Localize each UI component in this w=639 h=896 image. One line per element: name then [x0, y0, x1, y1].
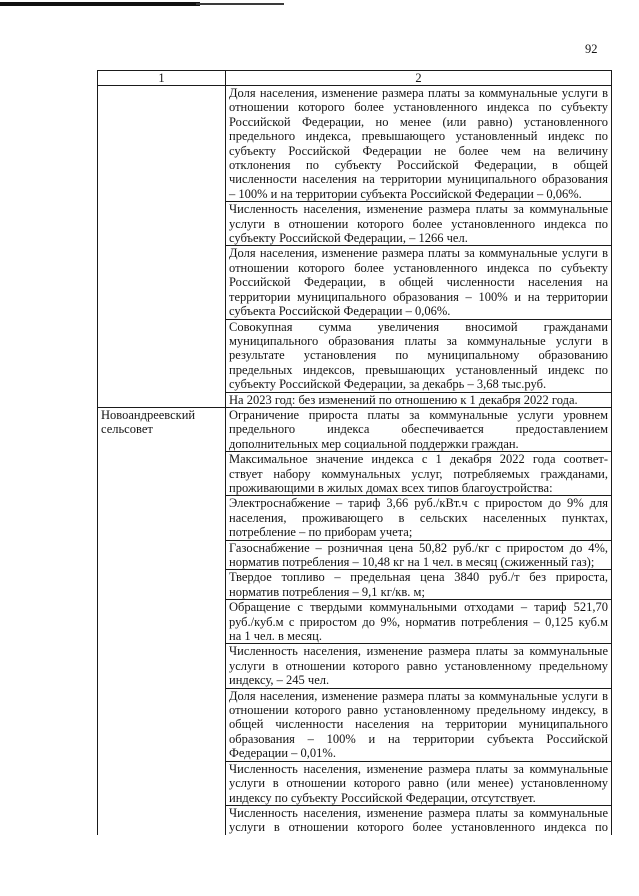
text-line: отношении которого равно установленному предельному индексу, в [229, 703, 608, 718]
indicator-paragraph [226, 245, 611, 318]
text-line: Газоснабжение – розничная цена 50,82 руб./кг с приростом до 4%, [229, 540, 608, 555]
description-cell [226, 408, 611, 835]
text-line: – 100% и на территории субъекта Российской Федерации – 0,06%. [229, 186, 582, 201]
text-line: муниципального образования платы за коммунальные услуги в [229, 333, 608, 348]
text-line: услуги в отношении которого равно (или менее) установленному [229, 776, 608, 791]
text-line: Российской Федерации, в общей численности населения на [229, 275, 608, 290]
indicator-paragraph [226, 392, 611, 407]
text-line: Численность населения, изменение размера платы за коммунальные [229, 644, 608, 659]
text-line: ствует набору коммунальных услуг, потребляемых гражданами, [229, 466, 608, 481]
municipality-cell [98, 408, 226, 835]
text-line: руб./куб.м с приростом до 9%, норматив потребления – 0,125 куб.м [229, 614, 608, 629]
table-row [98, 86, 611, 408]
indicator-paragraph [226, 451, 611, 495]
indicator-paragraph [226, 569, 611, 599]
indicator-paragraph [226, 643, 611, 687]
data-table [97, 70, 612, 835]
page-number: 92 [585, 42, 598, 56]
text-line: потребление – по приборам учета; [229, 525, 413, 540]
text-line: проживающими в жилых домах всех типов благоустройства: [229, 480, 553, 495]
text-line: численности населения на территории муниципального образования [229, 172, 608, 187]
text-line: субъекту Российской Федерации, за декабрь – 3,68 тыс.руб. [229, 377, 547, 392]
text-line: Твердое топливо – предельная цена 3840 руб./т без прироста, [229, 570, 608, 585]
text-line: общей численности населения на территории муниципального [229, 717, 608, 732]
text-line: результате установления по муниципальному образованию [229, 348, 608, 363]
text-line: предельного индекса обеспечивается предоставлением [229, 422, 608, 437]
text-line: Доля населения, изменение размера платы за коммунальные услуги в [229, 246, 608, 261]
text-line: на 1 чел. в месяц. [229, 629, 322, 644]
text-line: На 2023 год: без изменений по отношению к 1 декабря 2022 года. [229, 392, 578, 407]
indicator-paragraph [226, 540, 611, 570]
text-line: субъекту Российской Федерации не более чем на величину [229, 143, 608, 158]
indicator-paragraph [226, 805, 611, 835]
text-line: предельных индексов, превышающих установленный индекс по [229, 362, 608, 377]
text-line: Численность населения, изменение размера платы за коммунальные [229, 761, 608, 776]
text-line: субъекта Российской Федерации – 0,06%. [229, 304, 451, 319]
text-line: дополнительных мер социальной поддержки граждан. [229, 436, 519, 451]
table-row [98, 408, 611, 835]
text-line: услуги в отношении которого более установленного индекса по [229, 216, 608, 231]
text-line: отношении которого более установленного индекса по субъекту [229, 260, 608, 275]
scan-edge-line-thin [196, 3, 284, 5]
text-line: Федерации – 0,01%. [229, 746, 336, 761]
text-line: отклонения по субъекту Российской Федерации, в общей [229, 158, 608, 173]
text-line: Численность населения, изменение размера платы за коммунальные [229, 805, 608, 820]
text-line: норматив потребления – 9,1 кг/кв. м; [229, 584, 425, 599]
text-line: отношении которого более установленного индекса по субъекту [229, 100, 608, 115]
indicator-paragraph [226, 599, 611, 643]
text-line: Доля населения, изменение размера платы за коммунальные услуги в [229, 688, 608, 703]
text-line: индексу по субъекту Российской Федерации, отсутствует. [229, 790, 536, 805]
indicator-paragraph [226, 495, 611, 539]
text-line: норматив потребления – 10,48 кг на 1 чел. в месяц (сжиженный газ); [229, 555, 595, 569]
text-line: индексу, – 245 чел. [229, 673, 330, 688]
indicator-paragraph [226, 761, 611, 805]
column-header-2: 2 [415, 71, 422, 85]
text-line: Обращение с твердыми коммунальными отходами – тариф 521,70 [229, 600, 608, 615]
table-header-row [98, 71, 611, 86]
indicator-paragraph [226, 201, 611, 245]
text-line: образования – 100% и на территории субъекта Российской [229, 731, 608, 746]
indicator-paragraph [226, 86, 611, 201]
text-line: предельного индекса, превышающего установленный индекс по [229, 129, 608, 144]
scan-edge-line [0, 2, 200, 6]
indicator-paragraph [226, 688, 611, 761]
municipality-cell [98, 86, 226, 407]
municipality-name: Новоандреевский сельсовет [101, 407, 196, 437]
text-line: Ограничение прироста платы за коммунальные услуги уровнем [229, 407, 608, 422]
indicator-paragraph [226, 408, 611, 451]
text-line: Совокупная сумма увеличения вносимой гражданами [229, 319, 608, 334]
text-line: Электроснабжение – тариф 3,66 руб./кВт.ч с приростом до 9% для [229, 496, 608, 511]
text-line: Численность населения, изменение размера платы за коммунальные [229, 202, 608, 217]
description-cell [226, 86, 611, 407]
column-header-1: 1 [98, 71, 226, 85]
text-line: услуги в отношении которого более установленного индекса по [229, 820, 608, 835]
text-line: территории муниципального образования – 100% и на территории [229, 289, 608, 304]
text-line: субъекту Российской Федерации, – 1266 чел. [229, 231, 468, 246]
text-line: Российской Федерации, но менее (или равно) установленного [229, 114, 608, 129]
text-line: Максимальное значение индекса с 1 декабря 2022 года соответ- [229, 452, 608, 467]
text-line: Доля населения, изменение размера платы за коммунальные услуги в [229, 86, 608, 100]
text-line: населения, проживающего в сельских населенных пунктах, [229, 510, 608, 525]
text-line: услуги в отношении которого равно установленному предельному [229, 658, 608, 673]
indicator-paragraph [226, 319, 611, 392]
